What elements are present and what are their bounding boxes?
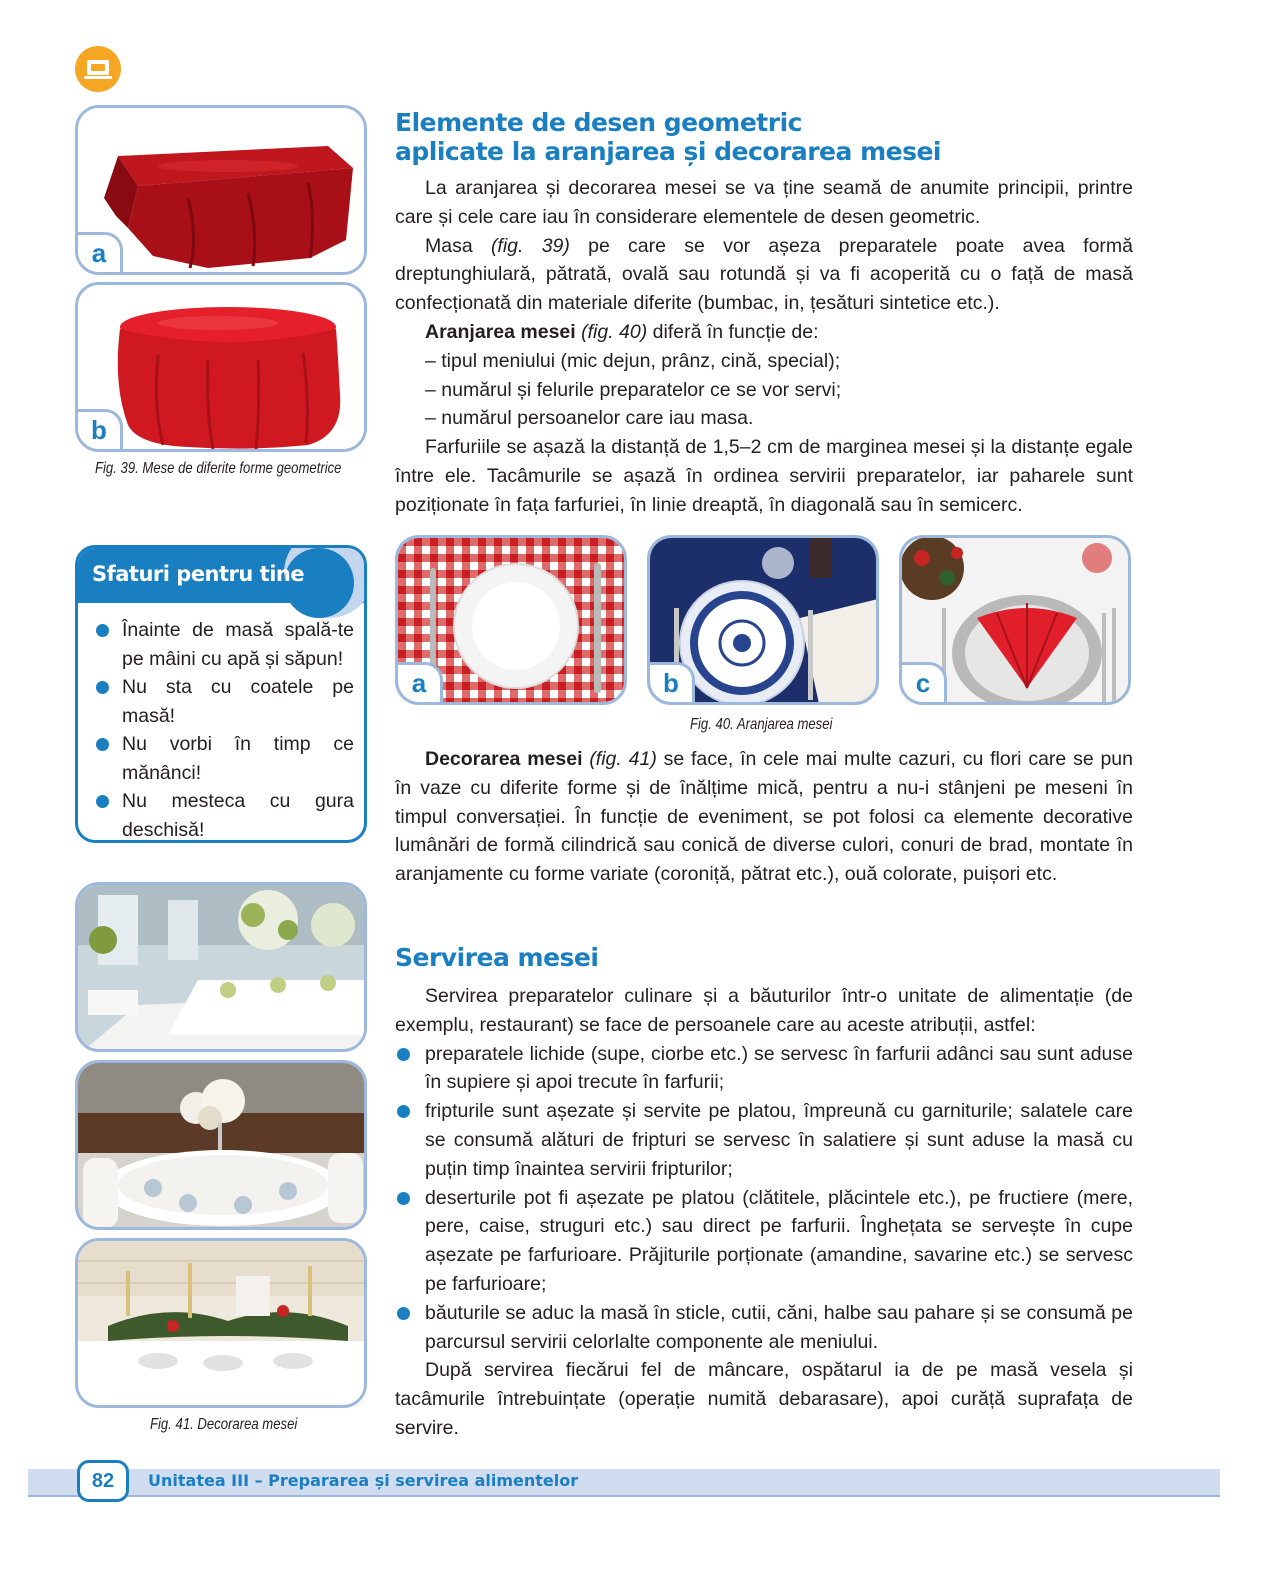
fig41-reference: (fig. 41): [589, 748, 657, 770]
decoration-term: Decorarea mesei: [425, 748, 583, 770]
masa-text-cont: pe care se vor așeza preparatele poate avea formă dreptunghiulară, pătrată, ovală sau rotundă și va fi acoperită cu o față de masă confecționată din materiale diferite (bumbac, in, țesături sintetice etc.).: [395, 234, 1133, 315]
laptop-icon: [75, 46, 121, 92]
figure-label-a: a: [398, 662, 443, 702]
figure-40a-checkered-setting: [395, 535, 627, 705]
section-heading-line1: Elemente de desen geometric: [395, 108, 802, 137]
figure-40b-blue-setting: [647, 535, 879, 705]
serving-intro-text: Servirea preparatelor culinare și a băuturilor într-o unitate de alimentație (de exemplu, restaurant) se face de persoanele care au aceste atribuții, astfel:: [395, 985, 1133, 1036]
serving-text-block: [395, 982, 1133, 1443]
advice-item: Nu mesteca cu gura deschisă!: [92, 787, 354, 843]
arrangement-list-item: – numărul persoanelor care iau masa.: [425, 407, 754, 430]
fig40-reference: (fig. 40): [581, 320, 648, 343]
footer-unit-title: Unitatea III – Prepararea și servirea alimentelor: [148, 1471, 579, 1490]
section-heading-line2: aplicate la aranjarea și decorarea mesei: [395, 137, 941, 166]
figure-41-photo-winter-table: [75, 1238, 367, 1408]
masa-text: Masa: [425, 234, 491, 257]
advice-item: Nu vorbi în timp ce mănânci!: [92, 730, 354, 787]
footer-line: [28, 1495, 1220, 1497]
advice-item: Nu sta cu coatele pe masă!: [92, 673, 354, 730]
figure-label-b: b: [78, 409, 123, 449]
advice-list: [92, 616, 354, 843]
fig39-reference: (fig. 39): [490, 234, 570, 257]
advice-box: [75, 545, 367, 843]
figure-40-caption: Fig. 40. Aranjarea mesei: [690, 716, 833, 733]
advice-item: Înainte de masă spală-te pe mâini cu apă și săpun!: [92, 616, 354, 673]
figure-label-c: c: [902, 662, 947, 702]
decoration-text-block: [395, 745, 1133, 889]
figure-label-b: b: [650, 662, 695, 702]
serving-list-item: deserturile pot fi așezate pe platou (clătitele, plăcintele etc.), pe fructiere (mere, pere, caise, struguri etc.) sau direct pe farfurii. Înghețata se servește în cupe așezate pe farfurioare. Prăjiturile porționate (amandine, savarine etc.) se servesc pe farfurioare;: [395, 1184, 1133, 1299]
figure-39-caption: Fig. 39. Mese de diferite forme geometrice: [95, 460, 342, 477]
arrangement-list-item: – numărul și felurile preparatelor ce se vor servi;: [425, 378, 842, 401]
table-shape-paragraph: [395, 232, 1133, 318]
page-number: 82: [77, 1460, 129, 1502]
serving-list-item: fripturile sunt așezate și servite pe platou, împreună cu garniturile; salatele care se consumă alături de fripturi se servesc în salatiere și sunt aduse la masă cu puțin timp înaintea servirii fripturilor;: [395, 1097, 1133, 1183]
decoration-text: se face, în cele mai multe cazuri, cu flori care se pun în vaze cu diferite forme și de înălțime mică, pentru a nu-i stânjeni pe meseni în timpul conversației. În funcție de eveniment, se pot folosi ca elemente decorative lumânări de formă cilindrică sau conică de diverse culori, conuri de brad, montate în aranjamente cu forme variate (coroniță, pătrat etc.), ouă colorate, puișori etc.: [395, 748, 1133, 886]
intro-paragraph: [395, 174, 1133, 232]
arrangement-text: diferă în funcție de:: [647, 320, 819, 343]
intro-text: La aranjarea și decorarea mesei se va ține seamă de anumite principii, printre care și cele care iau în considerare elementele de desen geometric.: [395, 177, 1133, 228]
arrangement-list-item: – tipul meniului (mic dejun, prânz, cină, special);: [425, 349, 841, 372]
figure-label-a: a: [78, 232, 123, 272]
figure-40c-napkin-setting: [899, 535, 1131, 705]
section-heading-servire: Servirea mesei: [395, 943, 599, 972]
intro-text-block: [395, 174, 1133, 520]
serving-intro: [395, 982, 1133, 1040]
plates-text: Farfuriile se așază la distanță de 1,5–2 cm de marginea mesei și la distanțe egale între ele. Tacâmurile se așază în ordinea servirii preparatelor, iar paharele sunt poziționate în fața farfuriei, în linie dreaptă, în diagonală sau în semicerc.: [395, 436, 1133, 516]
decoration-paragraph: [395, 745, 1133, 889]
plates-paragraph: [395, 433, 1133, 519]
arrangement-term: Aranjarea mesei: [425, 320, 576, 343]
arrangement-paragraph: [395, 318, 1133, 347]
clearing-paragraph: [395, 1356, 1133, 1442]
serving-list-item: băuturile se aduc la masă în sticle, cutii, căni, halbe sau pahare și se consumă pe parcursul servirii celorlalte componente ale meniului.: [395, 1299, 1133, 1357]
figure-39a-rectangular-table: [75, 105, 367, 275]
clearing-text: După servirea fiecărui fel de mâncare, ospătarul ia de pe masă vesela și tacâmurile întrebuințate (operație numită debarasare), apoi curăță suprafața de servire.: [395, 1359, 1133, 1439]
figure-41-photo-round-table: [75, 1060, 367, 1230]
figure-41-photo-banquet-hall: [75, 882, 367, 1052]
figure-39b-round-table: [75, 282, 367, 452]
serving-list-item: preparatele lichide (supe, ciorbe etc.) se servesc în farfurii adânci sau sunt aduse în supiere și apoi trecute în farfurii;: [395, 1040, 1133, 1098]
figure-41-caption: Fig. 41. Decorarea mesei: [150, 1416, 298, 1433]
advice-title: Sfaturi pentru tine: [92, 562, 305, 586]
